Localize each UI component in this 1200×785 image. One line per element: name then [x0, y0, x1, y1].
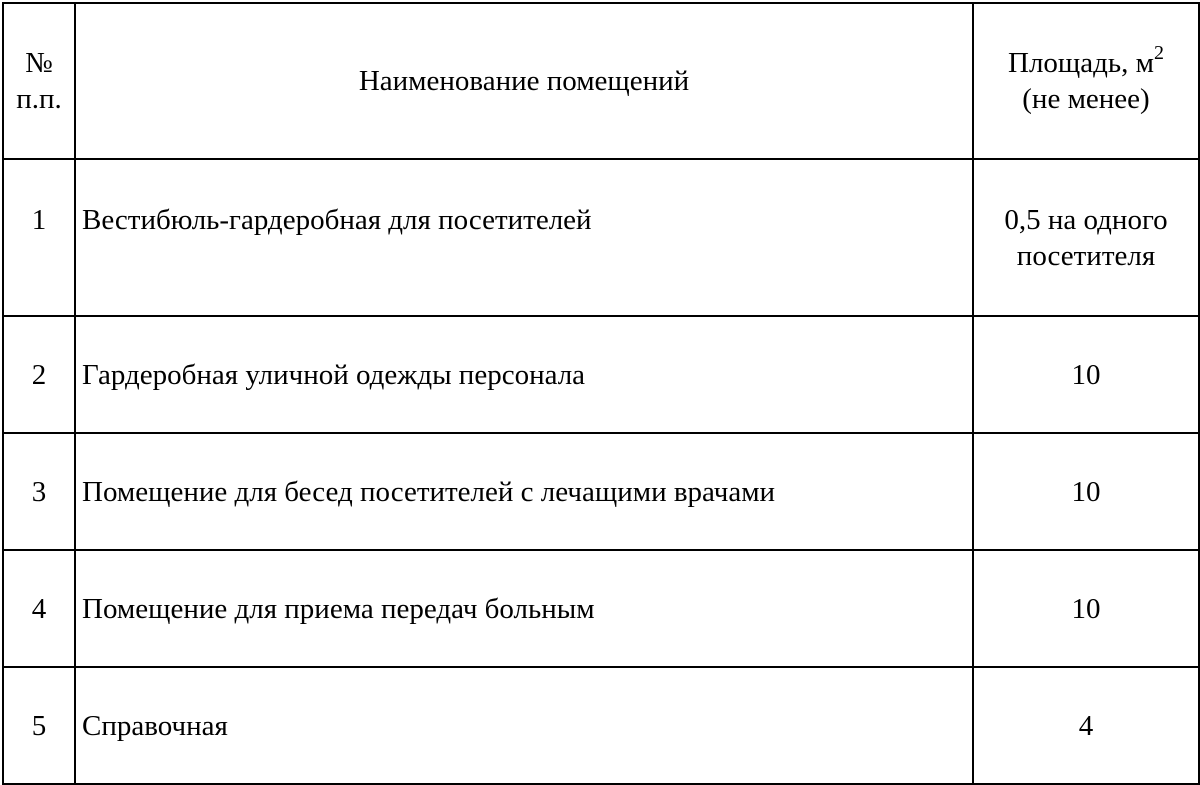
header-number-abbrev: п.п. — [16, 83, 62, 115]
row-room-name: Помещение для бесед посетителей с лечащими врачами — [75, 433, 973, 550]
header-number-symbol: № — [25, 47, 53, 79]
header-number — [3, 3, 75, 159]
row-area-line2: посетителя — [1016, 240, 1156, 272]
table-row — [3, 433, 1199, 550]
header-area-qualifier: (не менее) — [1022, 83, 1150, 115]
row-area: 10 — [973, 316, 1199, 433]
row-area: 4 — [973, 667, 1199, 784]
header-area — [973, 3, 1199, 159]
row-number: 2 — [3, 316, 75, 433]
row-area: 10 — [973, 550, 1199, 667]
rooms-table-container — [2, 2, 1198, 782]
table-row — [3, 667, 1199, 784]
row-room-name: Гардеробная уличной одежды персонала — [75, 316, 973, 433]
row-number: 4 — [3, 550, 75, 667]
row-room-name: Вестибюль-гардеробная для посетителей — [75, 159, 973, 316]
row-area — [973, 159, 1199, 316]
row-area: 10 — [973, 433, 1199, 550]
rooms-area-table — [2, 2, 1200, 785]
table-row — [3, 159, 1199, 316]
row-area-line1: 0,5 на одного — [1004, 204, 1168, 236]
table-header-row — [3, 3, 1199, 159]
header-area-line — [974, 42, 1198, 81]
row-number: 3 — [3, 433, 75, 550]
row-room-name: Справочная — [75, 667, 973, 784]
table-row — [3, 550, 1199, 667]
header-area-label: Площадь, м — [1008, 47, 1154, 79]
header-room-name: Наименование помещений — [75, 3, 973, 159]
row-number: 5 — [3, 667, 75, 784]
row-number: 1 — [3, 159, 75, 316]
table-row — [3, 316, 1199, 433]
row-room-name: Помещение для приема передач больным — [75, 550, 973, 667]
header-area-unit-exponent: 2 — [1153, 42, 1164, 64]
